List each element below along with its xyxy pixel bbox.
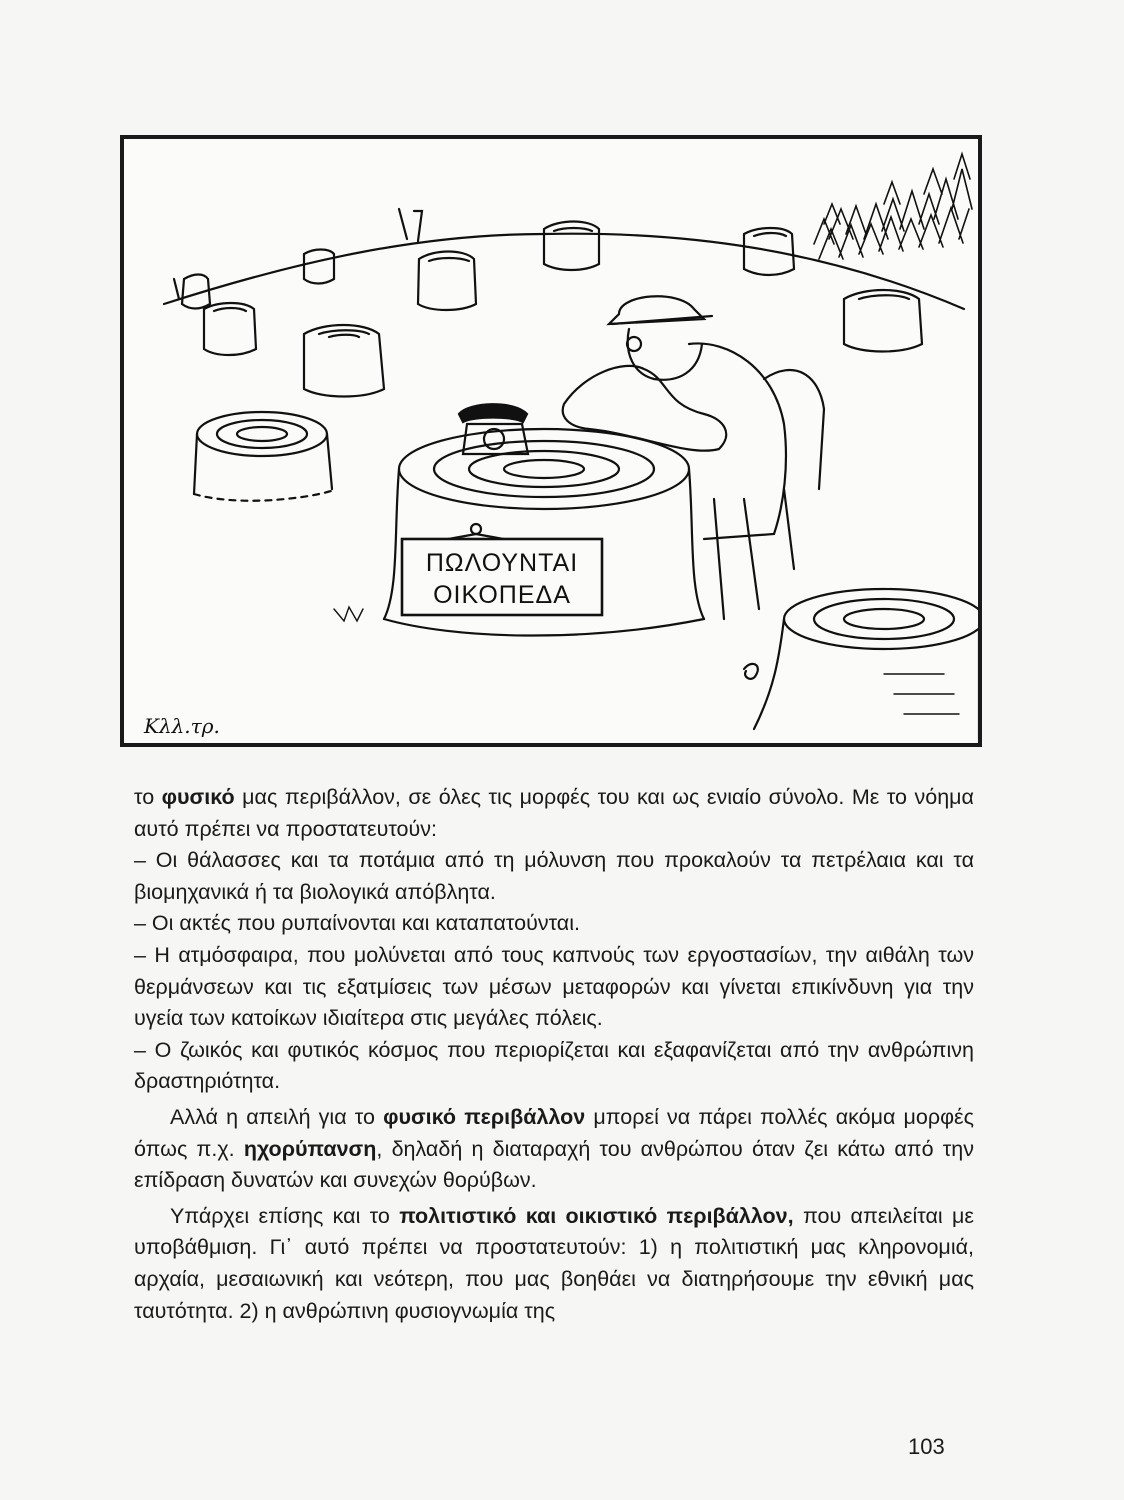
- bold-term: φυσικό περιβάλλον: [383, 1104, 586, 1129]
- list-item-atmosphere: – Η ατμόσφαιρα, που μολύνεται από τους καπνούς των εργοστασίων, την αιθάλη των θερμάνσεων και τις εξατμίσεις των μέσων μεταφορών και γίνεται επικίνδυνη για την υγεία των κατοίκων ιδιαίτερα στις μεγάλες πόλεις.: [134, 942, 974, 1031]
- list-item-coasts: – Οι ακτές που ρυπαίνονται και καταπατούνται.: [134, 911, 580, 936]
- cartoon-illustration: [120, 135, 982, 747]
- paragraph-intro: [134, 782, 974, 845]
- paragraph-noise: [134, 1102, 974, 1197]
- bold-term: φυσικό: [161, 785, 235, 809]
- cartoon-drawing: [124, 139, 978, 743]
- text-run: Αλλά η απειλή για το: [170, 1104, 384, 1129]
- bold-term: ηχορύπανση: [243, 1136, 377, 1161]
- list-item-wildlife: – Ο ζωικός και φυτικός κόσμος που περιορίζεται και εξαφανίζεται από την ανθρώπινη δραστηριότητα.: [134, 1037, 974, 1094]
- sign-line-2: ΟΙΚΟΠΕΔΑ: [433, 581, 571, 609]
- bold-term: πολιτιστικό και οικιστικό περιβάλλον,: [399, 1203, 794, 1228]
- sign-line-1: ΠΩΛΟΥΝΤΑΙ: [425, 549, 579, 577]
- body-text: [134, 782, 974, 1327]
- text-run: Υπάρχει επίσης και το: [170, 1203, 400, 1228]
- stump-right: [744, 589, 978, 739]
- text-run: μας περιβάλλον, σε όλες τις μορφές του και ως ενιαίο σύνολο. Με το νόημα αυτό πρέπει να προστατευτούν:: [134, 785, 974, 841]
- forest: [814, 154, 972, 259]
- artist-signature: Κλλ.τρ.: [144, 714, 220, 738]
- text-run: , δηλαδή η διαταραχή του ανθρώπου όταν ζει κάτω από την επίδραση δυνατών και συνεχών θορύβων.: [134, 1136, 974, 1193]
- page-number: 103: [908, 1434, 945, 1459]
- for-sale-sign: [402, 524, 602, 615]
- text-run: μπορεί να πάρει πολλές ακόμα μορφές όπως π.χ.: [134, 1104, 974, 1161]
- distant-stumps: [174, 209, 922, 397]
- paragraph-cultural: [134, 1201, 974, 1327]
- list-item-seas: – Οι θάλασσες και τα ποτάμια από τη μόλυνση που προκαλούν τα πετρέλαια και τα βιομηχανικά ή τα βιολογικά απόβλητα.: [134, 848, 974, 904]
- text-run: που απειλείται με υποβάθμιση. Γι᾽ αυτό πρέπει να προστατευτούν: 1) η πολιτιστική μας κληρονομιά, αρχαία, μεσαιωνική και νεότερη, που μας βοηθάει να διατηρήσουμε την εθνική μας ταυτότητα. 2) η ανθρώπινη φυσιογνωμία της: [134, 1203, 975, 1323]
- text-run: το: [134, 785, 162, 809]
- stump-left: [194, 412, 334, 501]
